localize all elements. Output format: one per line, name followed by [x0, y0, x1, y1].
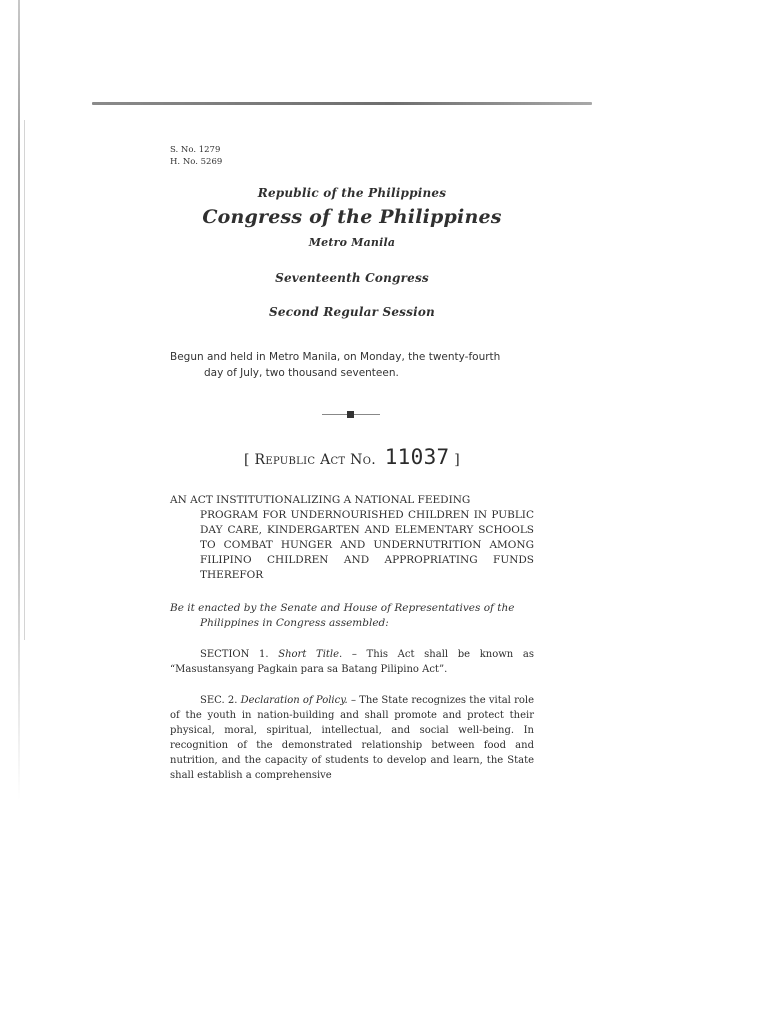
scan-edge-shadow [18, 0, 20, 800]
act-close-bracket: ] [454, 452, 460, 468]
divider-ornament [170, 409, 534, 421]
begun-statement [170, 349, 534, 381]
section-1 [170, 647, 534, 677]
senate-bill-number: S. No. 1279 [170, 145, 221, 155]
act-number: 11037 [384, 445, 450, 469]
act-label: [ Republic Act No. [244, 452, 376, 468]
section-2-label: SEC. 2. [200, 695, 238, 706]
congress-number-heading: Seventeenth Congress [275, 271, 429, 285]
bill-numbers [170, 144, 534, 168]
act-title [170, 493, 534, 583]
section-1-heading: Short Title. [278, 649, 343, 660]
enacting-clause [170, 601, 534, 631]
congress-heading: Congress of the Philippines [202, 206, 502, 228]
begun-line-1: Begun and held in Metro Manila, on Monday, the twenty-fourth [170, 351, 501, 363]
enacting-clause-rest: Philippines in Congress assembled: [200, 617, 389, 629]
act-title-first-line: AN ACT INSTITUTIONALIZING A NATIONAL FEEDING [170, 494, 471, 506]
section-1-text: – This Act shall be known as “Masustansyang Pagkain para sa Batang Pilipino Act”. [170, 649, 535, 675]
session-heading: Second Regular Session [269, 305, 435, 319]
document-page [170, 144, 534, 783]
republic-act-number [170, 445, 534, 469]
republic-heading: Republic of the Philippines [257, 186, 447, 200]
act-title-rest: PROGRAM FOR UNDERNOURISHED CHILDREN IN PUBLIC DAY CARE, KINDERGARTEN AND ELEMENTARY SCHOOLS TO COMBAT HUNGER AND UNDERNUTRITION AMONG FILIPINO CHILDREN AND APPROPRIATING FUNDS THEREFOR [200, 509, 534, 581]
section-1-label: SECTION 1. [200, 649, 269, 660]
house-bill-number: H. No. 5269 [170, 157, 223, 167]
scan-edge-line [24, 120, 25, 640]
location-heading: Metro Manila [308, 236, 396, 249]
begun-line-2: day of July, two thousand seventeen. [204, 367, 399, 379]
top-rule [92, 102, 592, 105]
enacting-clause-first: Be it enacted by the Senate and House of Representatives of the [170, 602, 515, 614]
section-2-text: – The State recognizes the vital role of the youth in nation-building and shall promote and protect their physical, moral, spiritual, intellectual, and social well-being. In recognition of the demonstrated relationship between food and nutrition, and the capacity of students to develop and learn, the State shall establish a comprehensive [170, 695, 534, 781]
section-2 [170, 693, 534, 783]
section-2-heading: Declaration of Policy. [240, 695, 348, 706]
ornament-square [347, 411, 354, 418]
